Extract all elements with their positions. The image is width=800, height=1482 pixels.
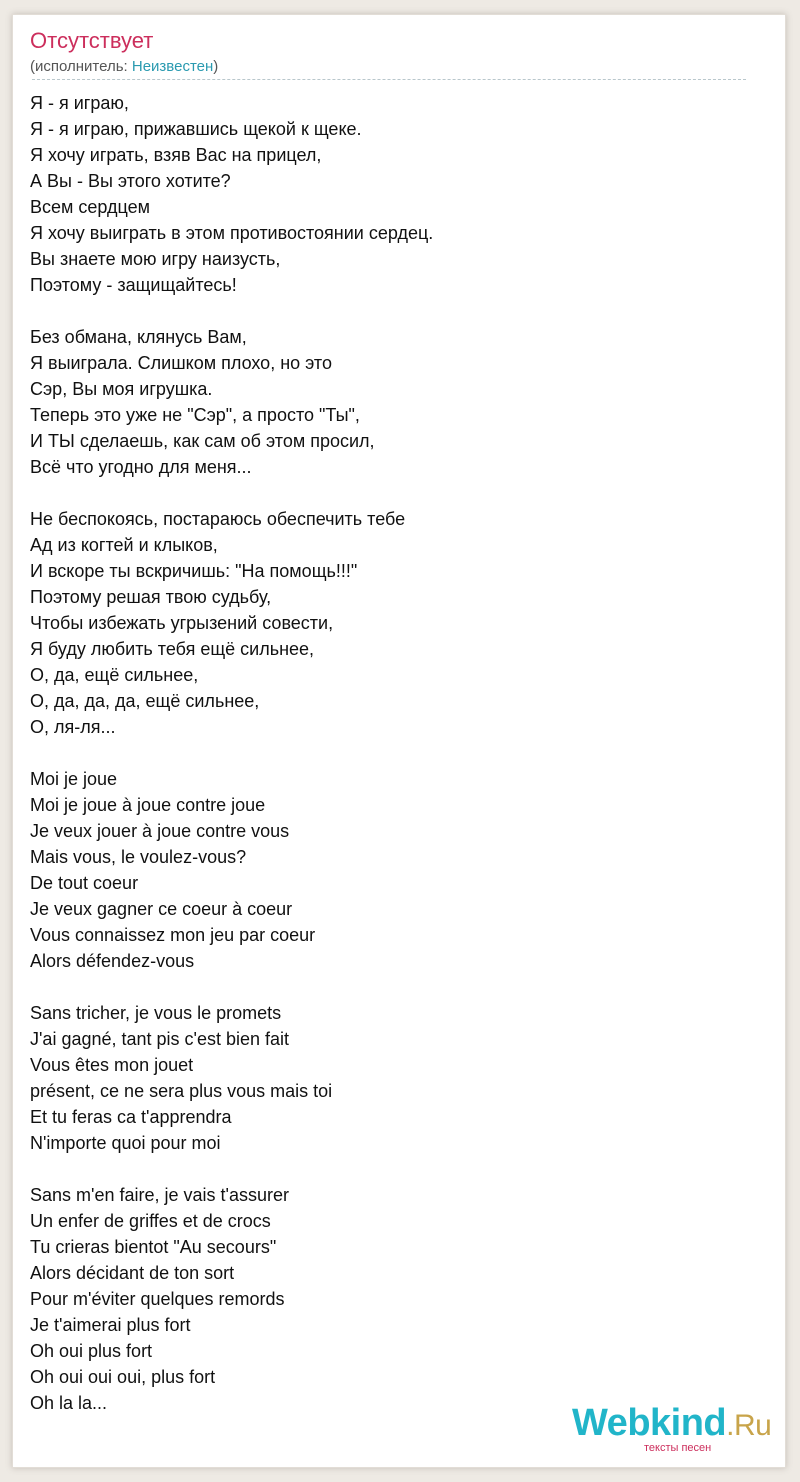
lyrics-line: Alors décidant de ton sort bbox=[30, 1263, 235, 1283]
logo-wordmark bbox=[572, 1402, 771, 1445]
artist-prefix: (исполнитель: bbox=[30, 58, 132, 75]
lyrics-line: N'importe quoi pour moi bbox=[30, 1133, 221, 1153]
lyrics-line: О, да, ещё сильнее, bbox=[30, 665, 199, 685]
lyrics-line: Pour m'éviter quelques remords bbox=[30, 1289, 285, 1309]
lyrics-line: Я буду любить тебя ещё сильнее, bbox=[30, 639, 315, 659]
lyrics-line: Alors défendez-vous bbox=[30, 951, 195, 971]
lyrics-line: Sans m'en faire, je vais t'assurer bbox=[30, 1185, 289, 1205]
lyrics-line: Un enfer de griffes et de crocs bbox=[30, 1211, 271, 1231]
lyrics-stanza bbox=[30, 766, 750, 974]
logo-main-text: Webkind bbox=[572, 1402, 727, 1444]
header-divider bbox=[32, 79, 746, 80]
lyrics-line: Я - я играю, bbox=[30, 93, 129, 113]
lyrics-line: Je veux gagner ce coeur à coeur bbox=[30, 899, 293, 919]
lyrics-text bbox=[30, 90, 750, 1416]
lyrics-line: Я хочу выиграть в этом противостоянии сердец. bbox=[30, 223, 434, 243]
lyrics-stanza bbox=[30, 1000, 750, 1156]
lyrics-line: Oh oui plus fort bbox=[30, 1341, 153, 1361]
lyrics-line: Я выиграла. Слишком плохо, но это bbox=[30, 353, 332, 373]
lyrics-line: Поэтому решая твою судьбу, bbox=[30, 587, 272, 607]
lyrics-line: И вскоре ты вскричишь: "На помощь!!!" bbox=[30, 561, 358, 581]
lyrics-line: Всем сердцем bbox=[30, 197, 150, 217]
lyrics-line: Не беспокоясь, постараюсь обеспечить тебе bbox=[30, 509, 406, 529]
artist-line bbox=[30, 58, 218, 75]
lyrics-line: Я хочу играть, взяв Вас на прицел, bbox=[30, 145, 322, 165]
lyrics-line: Чтобы избежать угрызений совести, bbox=[30, 613, 334, 633]
lyrics-line: Moi je joue bbox=[30, 769, 118, 789]
lyrics-line: И ТЫ сделаешь, как сам об этом просил, bbox=[30, 431, 375, 451]
lyrics-line: Без обмана, клянусь Вам, bbox=[30, 327, 247, 347]
lyrics-line: Moi je joue à joue contre joue bbox=[30, 795, 266, 815]
lyrics-line: Теперь это уже не "Сэр", а просто "Ты", bbox=[30, 405, 360, 425]
lyrics-line: Et tu feras ca t'apprendra bbox=[30, 1107, 232, 1127]
lyrics-line: О, ля-ля... bbox=[30, 717, 116, 737]
lyrics-line: J'ai gagné, tant pis c'est bien fait bbox=[30, 1029, 290, 1049]
lyrics-line: De tout coeur bbox=[30, 873, 139, 893]
logo-tld-text: .Ru bbox=[726, 1409, 772, 1442]
lyrics-line: Всё что угодно для меня... bbox=[30, 457, 252, 477]
lyrics-stanza bbox=[30, 90, 750, 298]
lyrics-line: А Вы - Вы этого хотите? bbox=[30, 171, 231, 191]
lyrics-line: Ад из когтей и клыков, bbox=[30, 535, 218, 555]
lyrics-line: Вы знаете мою игру наизусть, bbox=[30, 249, 281, 269]
lyrics-line: Я - я играю, прижавшись щекой к щеке. bbox=[30, 119, 362, 139]
lyrics-line: Oh la la... bbox=[30, 1393, 108, 1413]
song-title: Отсутствует bbox=[30, 28, 154, 53]
logo-tagline: тексты песен bbox=[644, 1442, 712, 1454]
lyrics-line: présent, ce ne sera plus vous mais toi bbox=[30, 1081, 333, 1101]
lyrics-line: Поэтому - защищайтесь! bbox=[30, 275, 237, 295]
lyrics-line: Je veux jouer à joue contre vous bbox=[30, 821, 290, 841]
lyrics-line: О, да, да, да, ещё сильнее, bbox=[30, 691, 260, 711]
lyrics-line: Je t'aimerai plus fort bbox=[30, 1315, 191, 1335]
lyrics-stanza bbox=[30, 324, 750, 480]
lyrics-line: Vous êtes mon jouet bbox=[30, 1055, 194, 1075]
lyrics-line: Tu crieras bientot "Au secours" bbox=[30, 1237, 277, 1257]
artist-suffix: ) bbox=[213, 58, 219, 75]
lyrics-line: Mais vous, le voulez-vous? bbox=[30, 847, 247, 867]
lyrics-stanza bbox=[30, 506, 750, 740]
lyrics-line: Сэр, Вы моя игрушка. bbox=[30, 379, 213, 399]
artist-link[interactable]: Неизвестен bbox=[131, 58, 214, 75]
lyrics-line: Sans tricher, je vous le promets bbox=[30, 1003, 282, 1023]
webkind-logo[interactable] bbox=[572, 1402, 772, 1454]
lyrics-line: Vous connaissez mon jeu par coeur bbox=[30, 925, 316, 945]
lyrics-stanza bbox=[30, 1182, 750, 1416]
lyrics-line: Oh oui oui oui, plus fort bbox=[30, 1367, 216, 1387]
